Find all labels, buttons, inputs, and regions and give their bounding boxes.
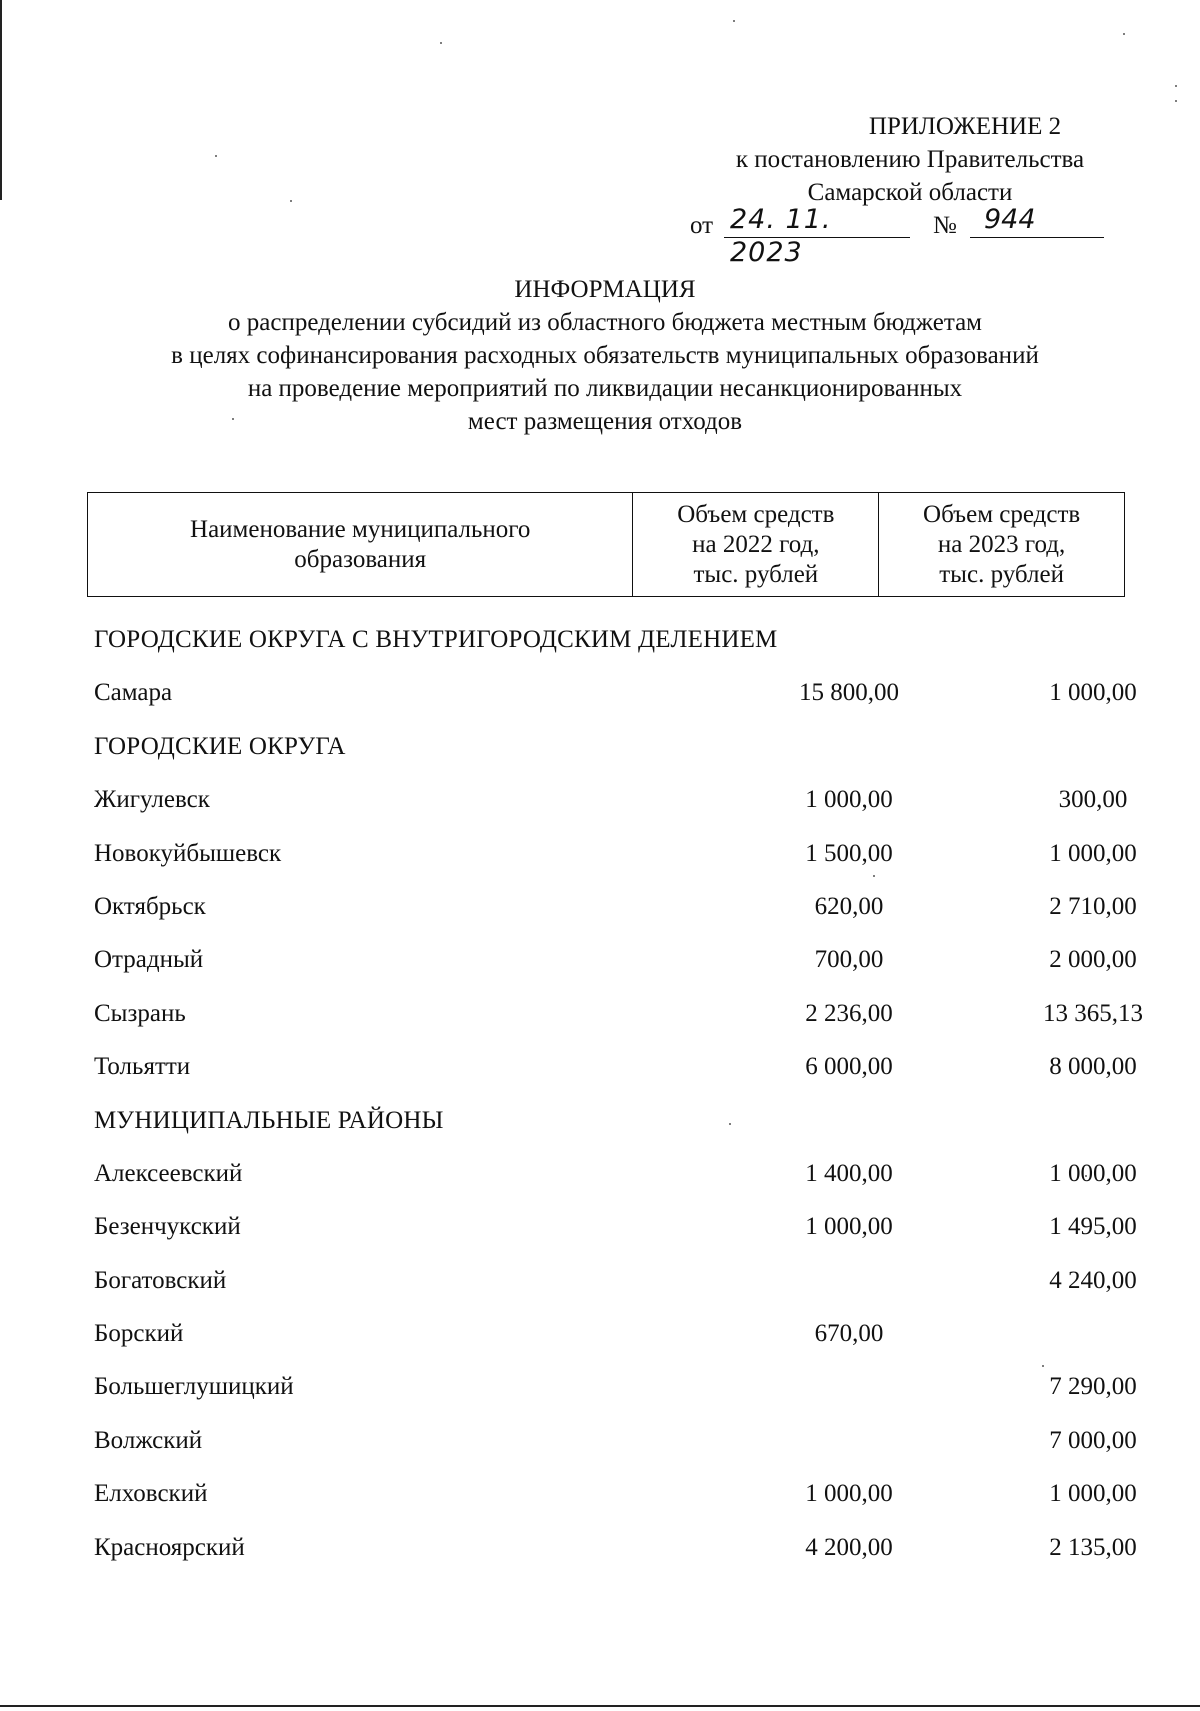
document-title (0, 273, 1200, 438)
amount-2023: 4 240,00 (1049, 1266, 1137, 1294)
municipality-name: ГОРОДСКИЕ ОКРУГА С ВНУТРИГОРОДСКИМ ДЕЛЕНИЕМ (94, 626, 778, 653)
table-row (94, 1361, 1137, 1414)
title-heading: ИНФОРМАЦИЯ (514, 276, 696, 303)
amount-2022: 1 000,00 (805, 786, 893, 814)
scan-speck (1123, 33, 1125, 35)
appendix-date-line (690, 204, 1130, 268)
table-row (94, 667, 1137, 720)
amount-2023: 300,00 (1058, 786, 1128, 814)
number-sign: № (933, 212, 957, 239)
amount-2023: 1 000,00 (1049, 1159, 1137, 1187)
municipality-name: Жигулевск (94, 786, 210, 814)
title-line: о распределении субсидий из областного бюджета местным бюджетам (228, 309, 982, 336)
table-row (94, 988, 1143, 1041)
table-row (94, 774, 1134, 827)
amount-2023: 2 135,00 (1049, 1533, 1137, 1561)
header-amount-2022: Объем средств на 2022 год, тыс. рублей (633, 493, 879, 597)
amount-2022: 6 000,00 (805, 1053, 893, 1081)
municipality-name: Большеглушицкий (94, 1373, 294, 1401)
table-body (94, 614, 1143, 1575)
table-row (94, 934, 1137, 987)
table-row (94, 1201, 1137, 1254)
amount-2023: 1 495,00 (1049, 1213, 1137, 1241)
amount-2022: 1 500,00 (805, 839, 893, 867)
handwritten-date: 24. 11. 2023 (724, 203, 910, 238)
section-heading-row (94, 721, 1134, 774)
appendix-decree: к постановлению Правительства (735, 146, 1085, 173)
amount-2022: 670,00 (814, 1320, 884, 1348)
amount-2022: 15 800,00 (799, 679, 899, 707)
scan-edge-bottom (0, 1705, 1200, 1707)
table-row (94, 828, 1137, 881)
header-municipality: Наименование муниципального образования (88, 493, 633, 597)
amount-2023: 1 000,00 (1049, 839, 1137, 867)
municipality-name: Безенчукский (94, 1213, 241, 1241)
table-row (94, 1308, 1134, 1361)
amount-2023: 1 000,00 (1049, 1480, 1137, 1508)
municipality-name: Новокуйбышевск (94, 839, 282, 867)
header-amount-2023: Объем средств на 2023 год, тыс. рублей (879, 493, 1125, 597)
amount-2023: 7 290,00 (1049, 1373, 1137, 1401)
municipality-name: Самара (94, 679, 173, 707)
municipality-name: Богатовский (94, 1266, 227, 1294)
municipality-name: Тольятти (94, 1053, 191, 1081)
appendix-number: ПРИЛОЖЕНИЕ 2 (868, 113, 1062, 140)
scan-speck (1175, 85, 1177, 87)
scan-edge-left (0, 0, 2, 200)
amount-2022: 1 000,00 (805, 1480, 893, 1508)
title-line: мест размещения отходов (467, 408, 743, 435)
amount-2022: 620,00 (814, 892, 884, 920)
municipality-name: Октябрьск (94, 892, 206, 920)
table-row (94, 1468, 1137, 1521)
date-prefix: от (690, 212, 714, 239)
amount-2022: 700,00 (814, 946, 884, 974)
table-row (94, 881, 1137, 934)
table-row (94, 1522, 1137, 1575)
scan-speck (290, 200, 292, 202)
municipality-name: Сызрань (94, 999, 186, 1027)
amount-2023: 2 710,00 (1049, 892, 1137, 920)
municipality-name: Борский (94, 1320, 184, 1348)
title-line: в целях софинансирования расходных обязательств муниципальных образований (171, 342, 1039, 369)
appendix-stamp (690, 110, 1130, 268)
table-row (94, 1255, 1137, 1308)
table-row (94, 1415, 1137, 1468)
municipality-name: ГОРОДСКИЕ ОКРУГА (94, 732, 346, 760)
scan-speck (733, 20, 735, 22)
amount-2023: 7 000,00 (1049, 1426, 1137, 1454)
amount-2023: 2 000,00 (1049, 946, 1137, 974)
table-row (94, 1041, 1137, 1094)
section-heading-row (94, 1095, 1134, 1148)
section-heading-row (94, 614, 1134, 667)
municipality-name: Красноярский (94, 1533, 245, 1561)
scan-speck (215, 155, 217, 157)
amount-2022: 1 400,00 (805, 1159, 893, 1187)
title-line: на проведение мероприятий по ликвидации несанкционированных (247, 375, 963, 402)
appendix-region: Самарской области (807, 179, 1013, 206)
municipality-name: Отрадный (94, 946, 204, 974)
municipality-name: Елховский (94, 1480, 208, 1508)
amount-2023: 8 000,00 (1049, 1053, 1137, 1081)
scan-speck (440, 42, 442, 44)
scan-speck (1175, 100, 1177, 102)
amount-2022: 1 000,00 (805, 1213, 893, 1241)
table-row (94, 1148, 1137, 1201)
amount-2022: 4 200,00 (805, 1533, 893, 1561)
handwritten-number: 944 (970, 203, 1104, 238)
municipality-name: Волжский (94, 1426, 203, 1454)
table-header (87, 492, 1125, 597)
amount-2023: 1 000,00 (1049, 679, 1137, 707)
municipality-name: Алексеевский (94, 1159, 243, 1187)
amount-2022: 2 236,00 (805, 999, 893, 1027)
amount-2023: 13 365,13 (1043, 999, 1143, 1027)
municipality-name: МУНИЦИПАЛЬНЫЕ РАЙОНЫ (94, 1106, 444, 1134)
